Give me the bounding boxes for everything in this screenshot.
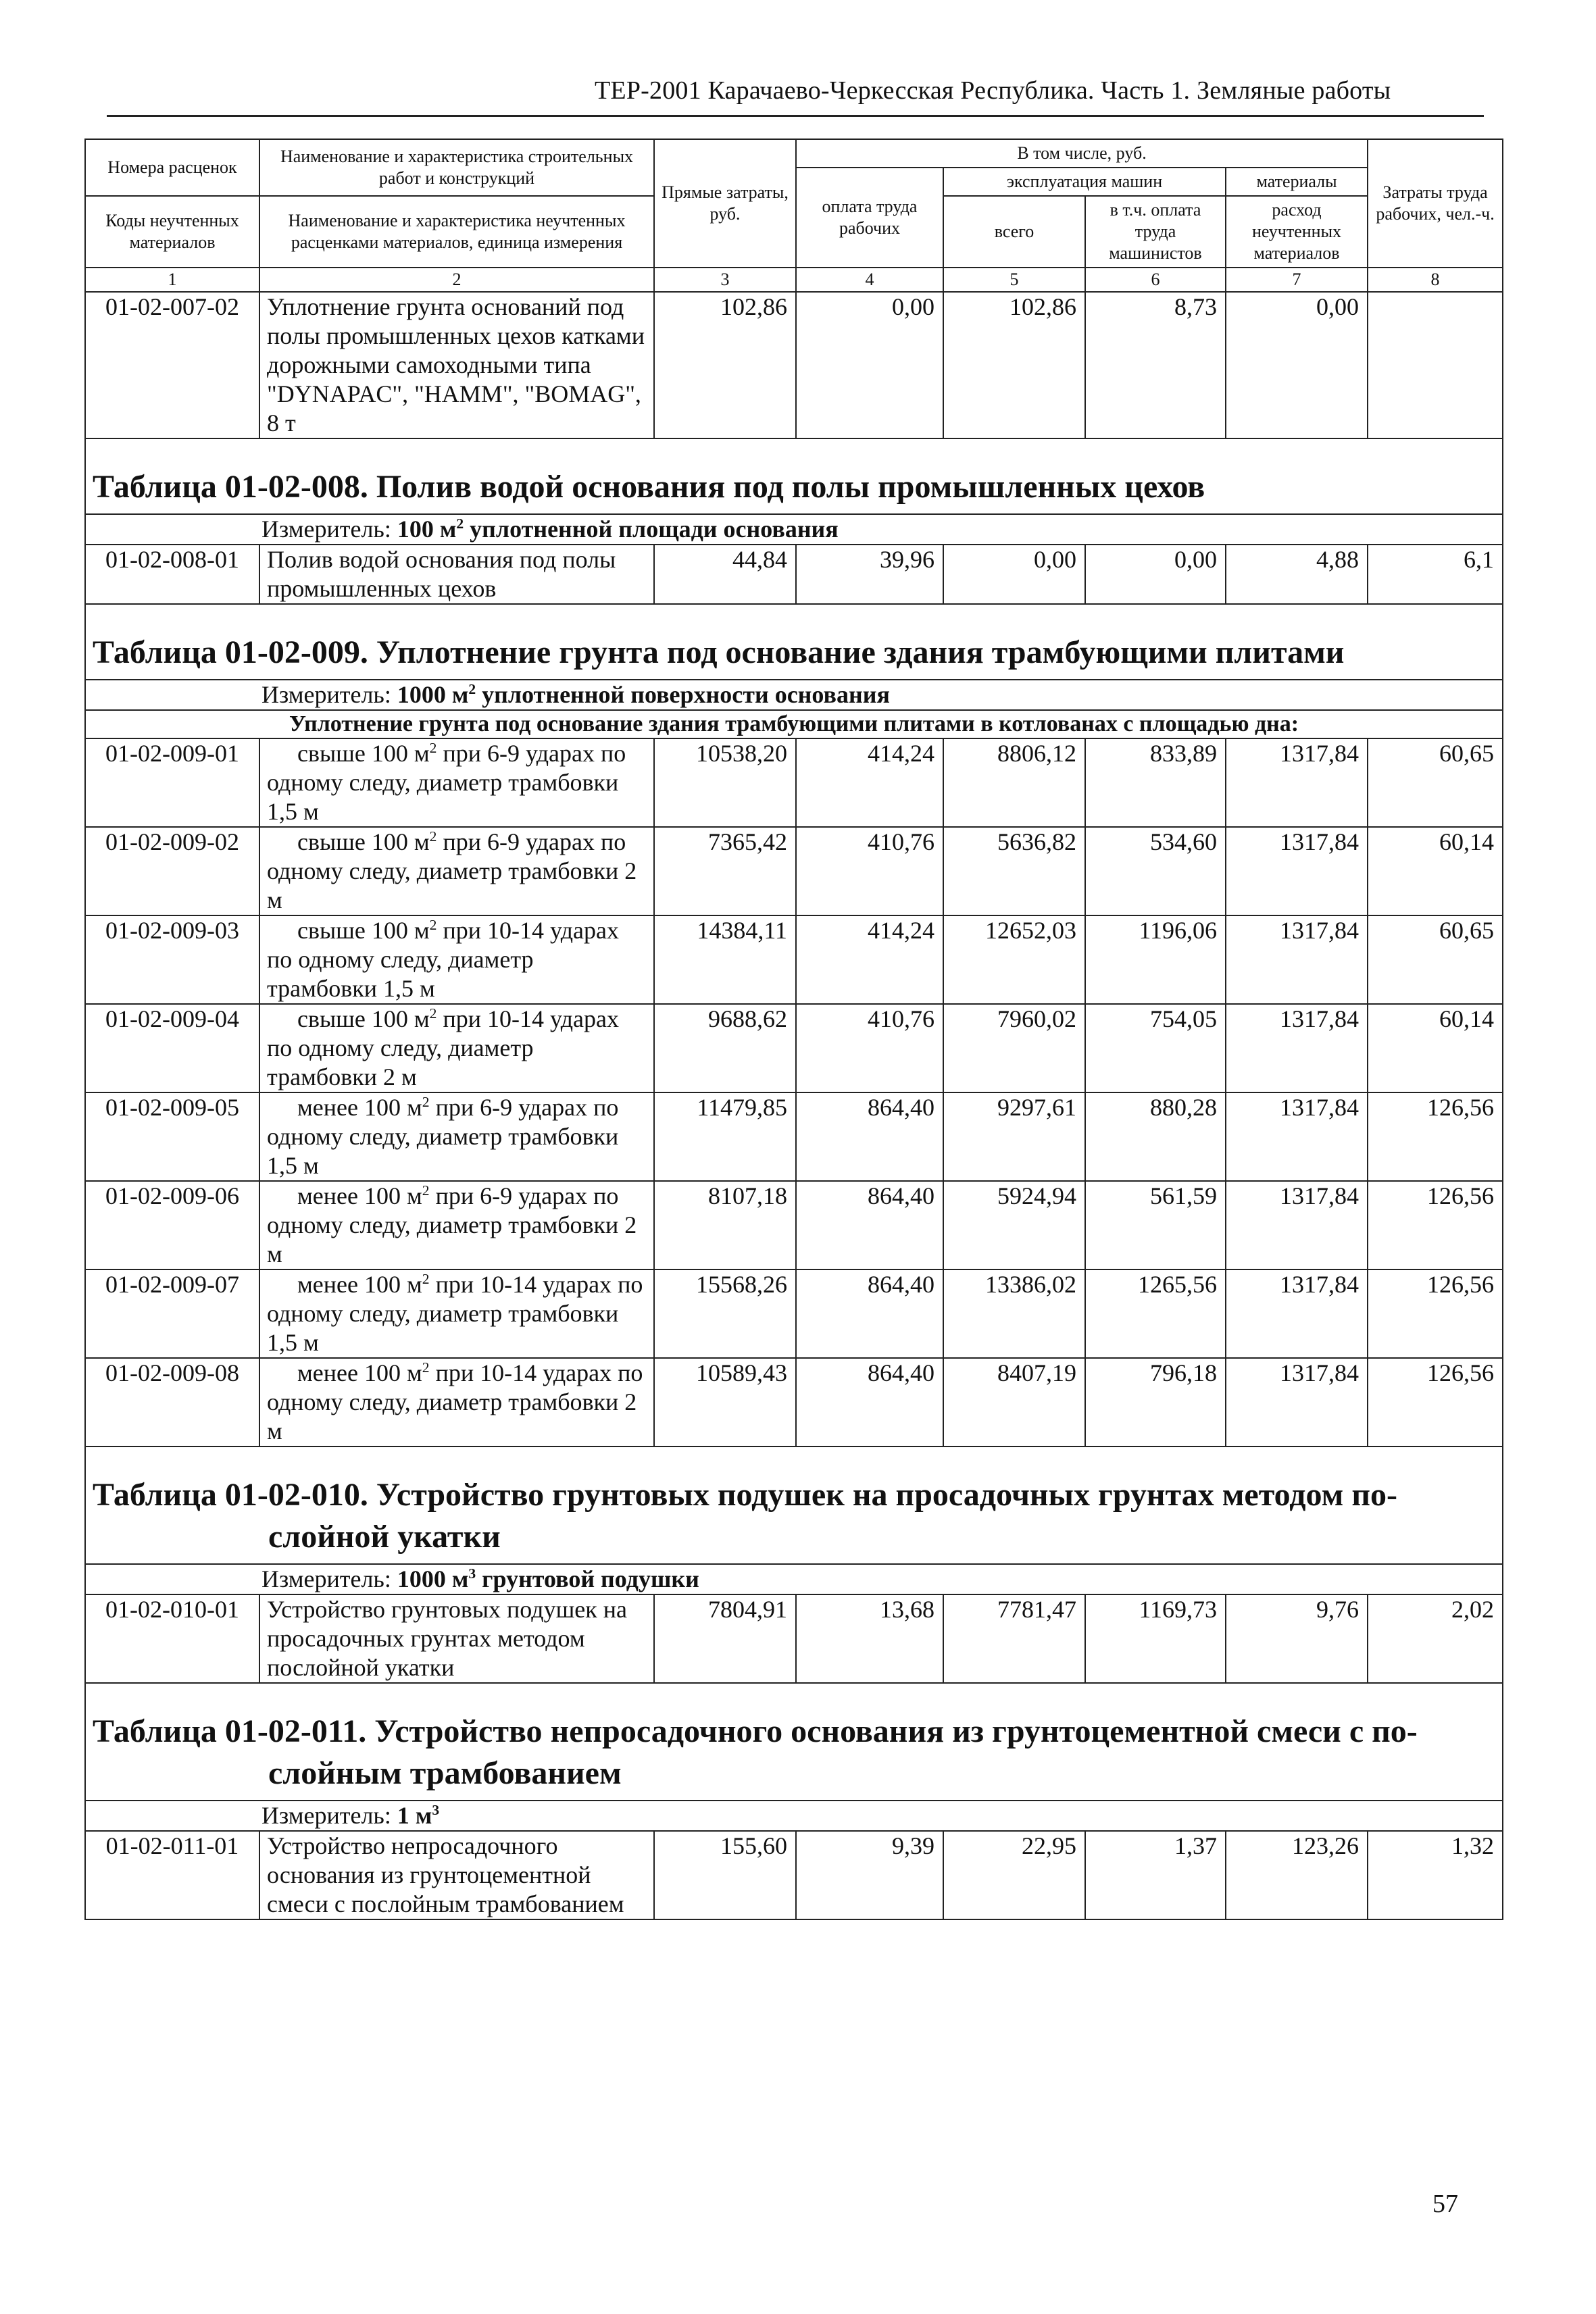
rate-description: Устройство грунтовых подушек на просадочных грунтах методом послойной укатки <box>259 1594 654 1683</box>
wage-cost: 9,39 <box>796 1831 943 1919</box>
rate-description: свыше 100 $м^2$ при 6-9 ударах по одному следу, диаметр трамбовки 2 м <box>259 827 654 915</box>
col-header-labor: Затраты труда рабочих, чел.-ч. <box>1368 139 1503 268</box>
header-rule <box>107 115 1484 117</box>
table-row <box>85 292 1503 438</box>
wage-cost: 0,00 <box>796 292 943 438</box>
table-011-title: Таблица 01-02-011. Устройство непросадочного основания из грунтоцементной смеси с по- слойным трамбованием <box>85 1683 1503 1801</box>
col-number: 8 <box>1368 268 1503 292</box>
direct-cost: 14384,11 <box>654 915 796 1004</box>
col-number: 7 <box>1226 268 1368 292</box>
rate-description: свыше 100 $м^2$ при 10-14 ударах по одному следу, диаметр трамбовки 1,5 м <box>259 915 654 1004</box>
material-cost: 9,76 <box>1226 1594 1368 1683</box>
labor-hours: 60,65 <box>1368 915 1503 1004</box>
rate-code: 01-02-007-02 <box>85 292 259 438</box>
machine-cost: 12652,03 <box>943 915 1085 1004</box>
section-title-row <box>85 1447 1503 1564</box>
labor-hours: 126,56 <box>1368 1092 1503 1181</box>
col-number: 5 <box>943 268 1085 292</box>
table-008-title: Таблица 01-02-008. Полив водой основания под полы промышленных цехов <box>85 438 1503 514</box>
rate-code: 01-02-009-07 <box>85 1269 259 1358</box>
labor-hours: 60,14 <box>1368 1004 1503 1092</box>
rate-code: 01-02-009-06 <box>85 1181 259 1269</box>
direct-cost: 15568,26 <box>654 1269 796 1358</box>
material-cost: 1317,84 <box>1226 1092 1368 1181</box>
driver-wage: 0,00 <box>1085 545 1226 604</box>
rate-code: 01-02-008-01 <box>85 545 259 604</box>
wage-cost: 864,40 <box>796 1269 943 1358</box>
table-008-meter: Измеритель: 100 $м^2$ уплотненной площади основания <box>85 514 1503 545</box>
col-header-codes-bottom: Коды неучтенных материалов <box>85 196 259 268</box>
material-cost: 1317,84 <box>1226 915 1368 1004</box>
machine-cost: 5636,82 <box>943 827 1085 915</box>
table-009-subhead: Уплотнение грунта под основание здания трамбующими плитами в котлованах с площадью дна: <box>85 710 1503 738</box>
rate-code: 01-02-009-04 <box>85 1004 259 1092</box>
wage-cost: 414,24 <box>796 915 943 1004</box>
material-cost: 1317,84 <box>1226 1269 1368 1358</box>
table-010-meter: Измеритель: 1000 $м^3$ грунтовой подушки <box>85 1564 1503 1594</box>
driver-wage: 880,28 <box>1085 1092 1226 1181</box>
table-row <box>85 738 1503 827</box>
driver-wage: 754,05 <box>1085 1004 1226 1092</box>
machine-cost: 5924,94 <box>943 1181 1085 1269</box>
table-row <box>85 1358 1503 1447</box>
col-header-incl-drivers: в т.ч. оплата труда машинистов <box>1085 196 1226 268</box>
direct-cost: 155,60 <box>654 1831 796 1919</box>
material-cost: 1317,84 <box>1226 738 1368 827</box>
material-cost: 123,26 <box>1226 1831 1368 1919</box>
labor-hours <box>1368 292 1503 438</box>
labor-hours: 126,56 <box>1368 1358 1503 1447</box>
table-009-meter: Измеритель: 1000 $м^2$ уплотненной поверхности основания <box>85 680 1503 710</box>
wage-cost: 13,68 <box>796 1594 943 1683</box>
wage-cost: 864,40 <box>796 1092 943 1181</box>
col-header-name-top: Наименование и характеристика строительных работ и конструкций <box>259 139 654 196</box>
col-header-wage: оплата труда рабочих <box>796 168 943 268</box>
page-number: 57 <box>1432 2190 1458 2218</box>
machine-cost: 0,00 <box>943 545 1085 604</box>
table-011-meter: Измеритель: 1 $м^3$ <box>85 1801 1503 1831</box>
machine-cost: 102,86 <box>943 292 1085 438</box>
wage-cost: 410,76 <box>796 827 943 915</box>
table-row <box>85 1269 1503 1358</box>
table-row <box>85 915 1503 1004</box>
meter-row <box>85 514 1503 545</box>
labor-hours: 6,1 <box>1368 545 1503 604</box>
rate-description: свыше 100 $м^2$ при 10-14 ударах по одному следу, диаметр трамбовки 2 м <box>259 1004 654 1092</box>
driver-wage: 833,89 <box>1085 738 1226 827</box>
machine-cost: 13386,02 <box>943 1269 1085 1358</box>
rate-description: Полив водой основания под полы промышленных цехов <box>259 545 654 604</box>
driver-wage: 8,73 <box>1085 292 1226 438</box>
rate-description: менее 100 $м^2$ при 10-14 ударах по одному следу, диаметр трамбовки 1,5 м <box>259 1269 654 1358</box>
wage-cost: 864,40 <box>796 1358 943 1447</box>
col-header-total: всего <box>943 196 1085 268</box>
rate-code: 01-02-009-03 <box>85 915 259 1004</box>
col-header-direct: Прямые затраты, руб. <box>654 139 796 268</box>
labor-hours: 126,56 <box>1368 1269 1503 1358</box>
material-cost: 1317,84 <box>1226 1181 1368 1269</box>
meter-row <box>85 1801 1503 1831</box>
table-row <box>85 1092 1503 1181</box>
direct-cost: 10589,43 <box>654 1358 796 1447</box>
direct-cost: 44,84 <box>654 545 796 604</box>
col-number: 1 <box>85 268 259 292</box>
labor-hours: 126,56 <box>1368 1181 1503 1269</box>
col-number: 3 <box>654 268 796 292</box>
rate-description: менее 100 $м^2$ при 10-14 ударах по одному следу, диаметр трамбовки 2 м <box>259 1358 654 1447</box>
driver-wage: 1169,73 <box>1085 1594 1226 1683</box>
driver-wage: 1265,56 <box>1085 1269 1226 1358</box>
labor-hours: 1,32 <box>1368 1831 1503 1919</box>
driver-wage: 1196,06 <box>1085 915 1226 1004</box>
table-009-title: Таблица 01-02-009. Уплотнение грунта под основание здания трамбующими плитами <box>85 604 1503 680</box>
meter-row <box>85 680 1503 710</box>
material-cost: 1317,84 <box>1226 1004 1368 1092</box>
table-row <box>85 545 1503 604</box>
section-title-row <box>85 438 1503 514</box>
subhead-row <box>85 710 1503 738</box>
col-header-materials: материалы <box>1226 168 1368 196</box>
rate-code: 01-02-009-01 <box>85 738 259 827</box>
machine-cost: 7781,47 <box>943 1594 1085 1683</box>
table-row <box>85 1594 1503 1683</box>
direct-cost: 8107,18 <box>654 1181 796 1269</box>
direct-cost: 7804,91 <box>654 1594 796 1683</box>
rate-code: 01-02-009-05 <box>85 1092 259 1181</box>
col-header-name-bottom: Наименование и характеристика неучтенных расценками материалов, единица измерения <box>259 196 654 268</box>
table-010-title: Таблица 01-02-010. Устройство грунтовых подушек на просадочных грунтах методом по- слойной укатки <box>85 1447 1503 1564</box>
rate-description: Уплотнение грунта оснований под полы промышленных цехов катками дорожными самоходными типа "DYNAPAC", "HAMM", "BOMAG", 8 т <box>259 292 654 438</box>
rate-code: 01-02-009-02 <box>85 827 259 915</box>
machine-cost: 22,95 <box>943 1831 1085 1919</box>
col-number: 6 <box>1085 268 1226 292</box>
direct-cost: 9688,62 <box>654 1004 796 1092</box>
direct-cost: 11479,85 <box>654 1092 796 1181</box>
labor-hours: 2,02 <box>1368 1594 1503 1683</box>
material-cost: 4,88 <box>1226 545 1368 604</box>
rate-code: 01-02-010-01 <box>85 1594 259 1683</box>
labor-hours: 60,14 <box>1368 827 1503 915</box>
labor-hours: 60,65 <box>1368 738 1503 827</box>
rates-table <box>84 139 1503 1920</box>
wage-cost: 410,76 <box>796 1004 943 1092</box>
col-number: 4 <box>796 268 943 292</box>
driver-wage: 561,59 <box>1085 1181 1226 1269</box>
section-title-row <box>85 1683 1503 1801</box>
driver-wage: 796,18 <box>1085 1358 1226 1447</box>
machine-cost: 8806,12 <box>943 738 1085 827</box>
col-header-incl: В том числе, руб. <box>796 139 1368 168</box>
running-header: ТЕР-2001 Карачаево-Черкесская Республика. Часть 1. Земляные работы <box>595 76 1391 105</box>
col-header-row-1 <box>85 139 1503 168</box>
table-row <box>85 1831 1503 1919</box>
wage-cost: 39,96 <box>796 545 943 604</box>
table-row <box>85 1181 1503 1269</box>
col-number: 2 <box>259 268 654 292</box>
table-row <box>85 1004 1503 1092</box>
meter-row <box>85 1564 1503 1594</box>
material-cost: 0,00 <box>1226 292 1368 438</box>
driver-wage: 1,37 <box>1085 1831 1226 1919</box>
col-header-machines: эксплуатация машин <box>943 168 1226 196</box>
table-row <box>85 827 1503 915</box>
rate-description: Устройство непросадочного основания из грунтоцементной смеси с послойным трамбованием <box>259 1831 654 1919</box>
col-number-row <box>85 268 1503 292</box>
material-cost: 1317,84 <box>1226 1358 1368 1447</box>
rate-description: менее 100 $м^2$ при 6-9 ударах по одному следу, диаметр трамбовки 1,5 м <box>259 1092 654 1181</box>
direct-cost: 7365,42 <box>654 827 796 915</box>
wage-cost: 864,40 <box>796 1181 943 1269</box>
rate-code: 01-02-011-01 <box>85 1831 259 1919</box>
section-title-row <box>85 604 1503 680</box>
machine-cost: 9297,61 <box>943 1092 1085 1181</box>
col-header-mat-cost: расход неучтенных материалов <box>1226 196 1368 268</box>
rate-code: 01-02-009-08 <box>85 1358 259 1447</box>
machine-cost: 8407,19 <box>943 1358 1085 1447</box>
direct-cost: 10538,20 <box>654 738 796 827</box>
rate-description: свыше 100 $м^2$ при 6-9 ударах по одному следу, диаметр трамбовки 1,5 м <box>259 738 654 827</box>
rate-description: менее 100 $м^2$ при 6-9 ударах по одному следу, диаметр трамбовки 2 м <box>259 1181 654 1269</box>
direct-cost: 102,86 <box>654 292 796 438</box>
machine-cost: 7960,02 <box>943 1004 1085 1092</box>
driver-wage: 534,60 <box>1085 827 1226 915</box>
material-cost: 1317,84 <box>1226 827 1368 915</box>
col-header-codes-top: Номера расценок <box>85 139 259 196</box>
wage-cost: 414,24 <box>796 738 943 827</box>
